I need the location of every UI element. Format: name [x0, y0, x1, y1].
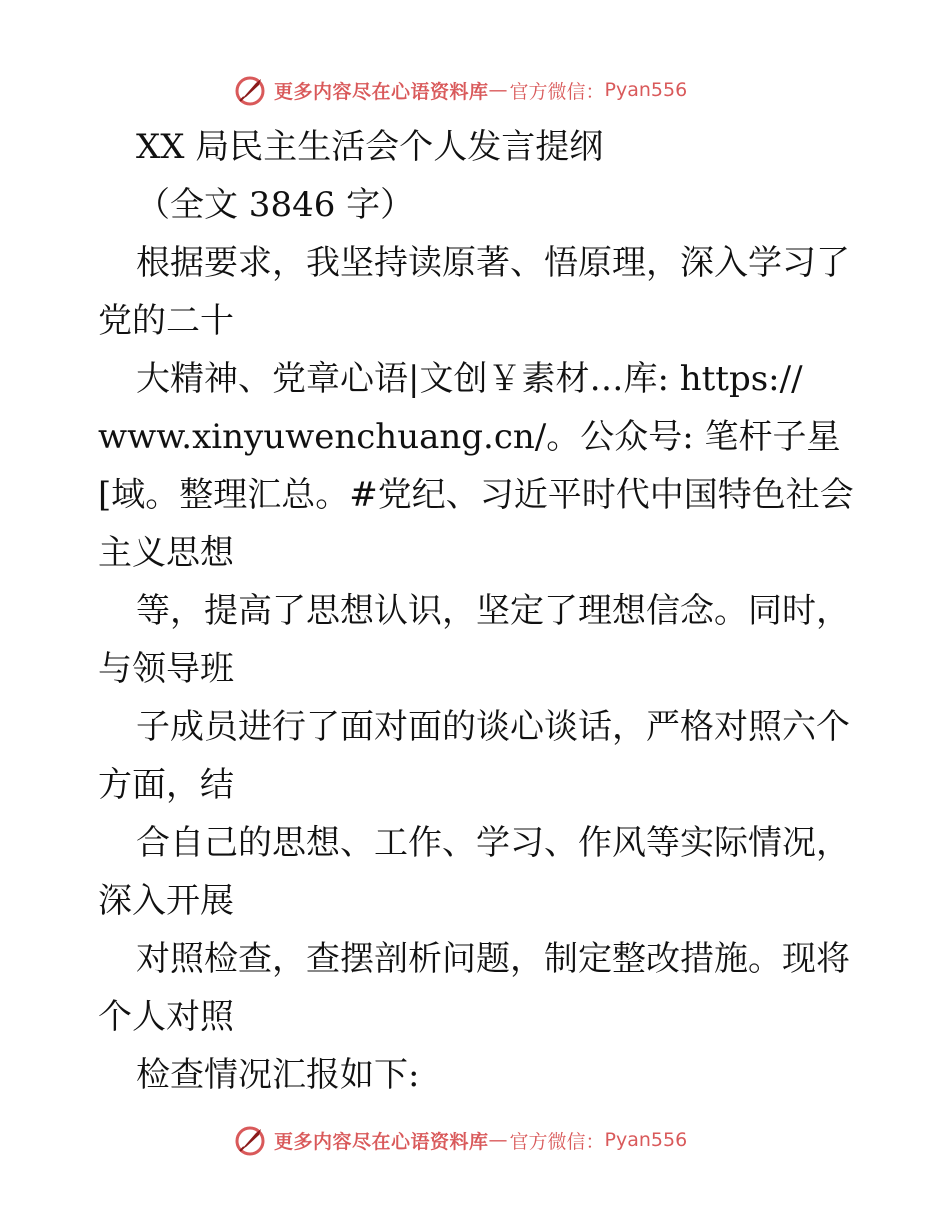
header-watermark	[234, 70, 687, 110]
paragraph-line: 党的二十	[98, 301, 234, 341]
paragraph-line: 主义思想	[98, 533, 234, 573]
footer-watermark	[234, 1120, 687, 1160]
quill-logo-icon	[234, 73, 268, 107]
paragraph-line: 深入开展	[98, 881, 234, 921]
paragraph-line: 个人对照	[98, 997, 234, 1037]
watermark-dash: —	[488, 1129, 508, 1151]
watermark-wechat-label: 官方微信：	[509, 80, 605, 103]
paragraph-line: 等，提高了思想认识，坚定了理想信念。同时，	[136, 591, 850, 631]
document-title: XX 局民主生活会个人发言提纲	[136, 127, 604, 167]
watermark-wechat-id: Pyan556	[604, 79, 688, 101]
paragraph-line: [域。整理汇总。#党纪、习近平时代中国特色社会	[98, 475, 854, 515]
paragraph-line: 合自己的思想、工作、学习、作风等实际情况，	[136, 823, 850, 863]
watermark-text: 更多内容尽在心语资料库	[274, 80, 489, 103]
paragraph-line: 子成员进行了面对面的谈心谈话，严格对照六个	[136, 707, 850, 747]
paragraph-line: 根据要求，我坚持读原著、悟原理，深入学习了	[136, 243, 850, 283]
paragraph-line: 检查情况汇报如下:	[136, 1055, 420, 1095]
document-body	[98, 118, 858, 1104]
paragraph-line: 与领导班	[98, 649, 234, 689]
paragraph-line: www.xinyuwenchuang.cn/。公众号: 笔杆子星	[98, 417, 841, 457]
watermark-wechat-id: Pyan556	[604, 1129, 688, 1151]
document-subtitle: （全文 3846 字）	[136, 185, 415, 225]
watermark-dash: —	[488, 79, 508, 101]
watermark-wechat-label: 官方微信：	[509, 1130, 605, 1153]
watermark-text: 更多内容尽在心语资料库	[274, 1130, 489, 1153]
paragraph-line: 方面，结	[98, 765, 234, 805]
paragraph-line: 对照检查，查摆剖析问题，制定整改措施。现将	[136, 939, 850, 979]
paragraph-line: 大精神、党章心语|文创￥素材…库: https://	[136, 359, 803, 399]
quill-logo-icon	[234, 1123, 268, 1157]
